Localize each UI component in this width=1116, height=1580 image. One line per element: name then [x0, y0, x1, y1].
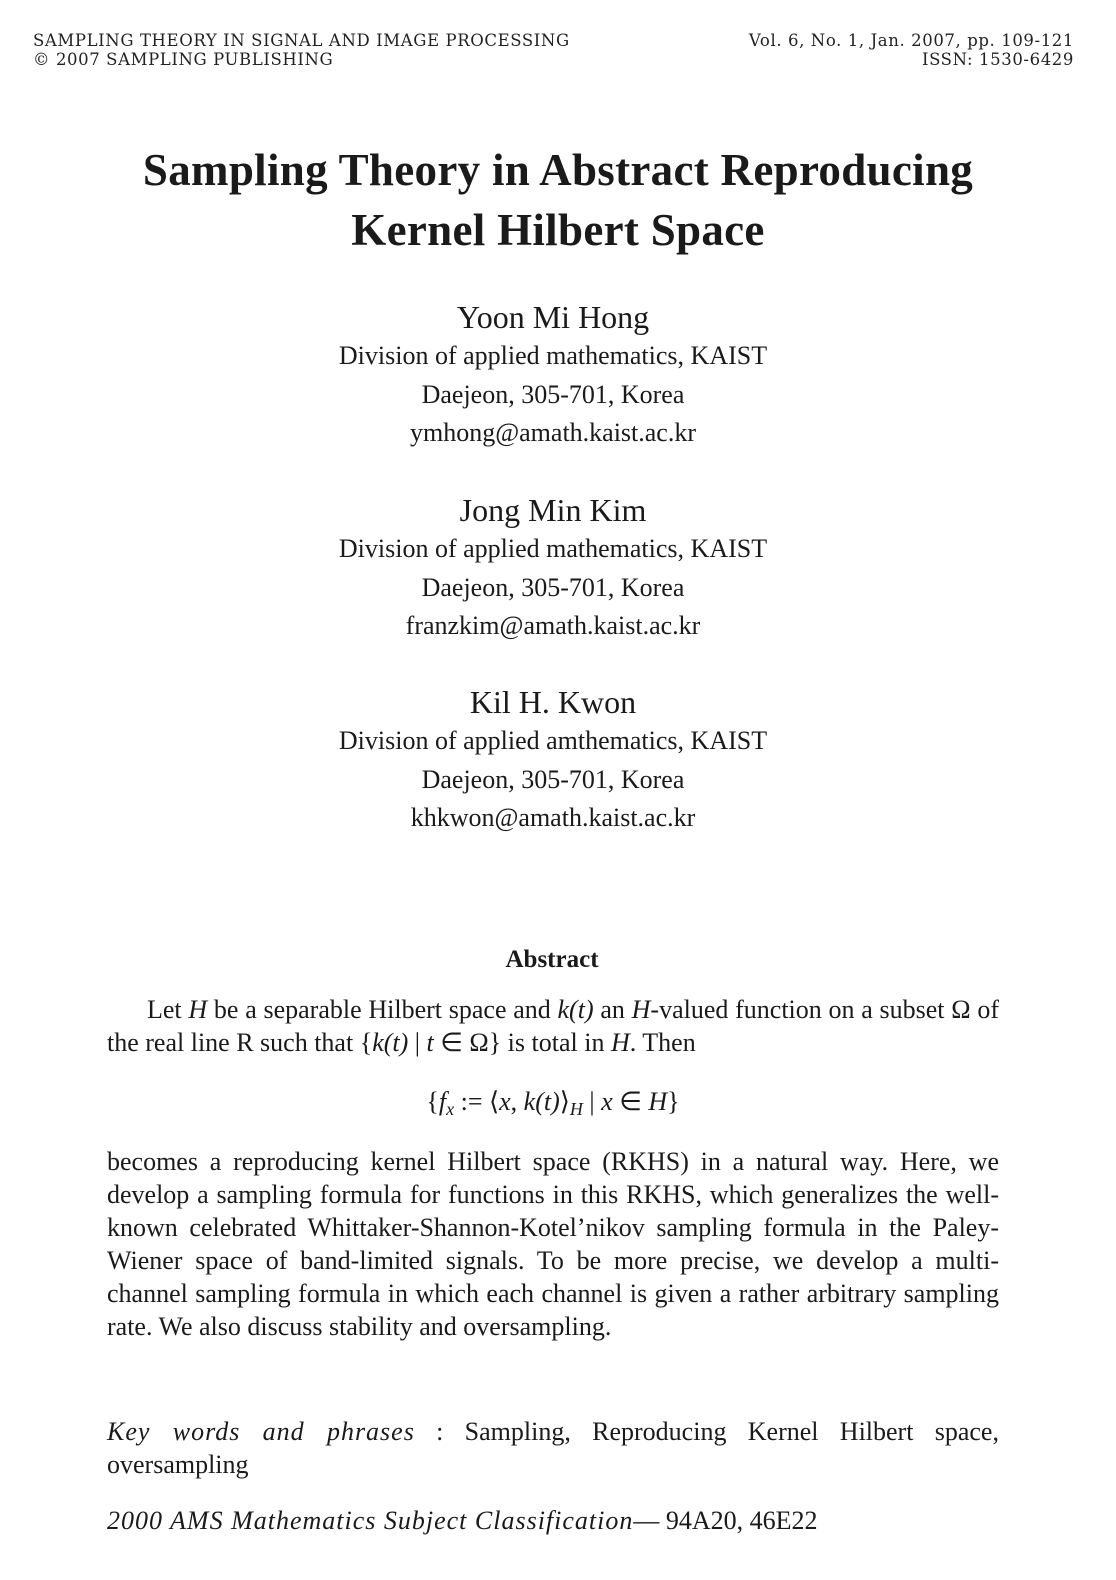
math-symbol: x: [499, 1087, 511, 1116]
math-symbol: ∈: [612, 1087, 649, 1116]
math-symbol: f: [438, 1087, 447, 1116]
author-email: franzkim@amath.kaist.ac.kr: [405, 611, 701, 640]
math-symbol: }: [667, 1087, 680, 1116]
math-symbol: ⟩: [559, 1087, 570, 1116]
author-address: Daejeon, 305-701, Korea: [421, 572, 685, 602]
math-symbol: k(t): [372, 1028, 409, 1057]
abstract-body: becomes a reproducing kernel Hilbert space (RKHS) in a natural way. Here, we develop a sampling formula for functions in this RKHS, which generalizes the well-known celebrated Whittaker-Shannon-Kotel’nikov sampling formula in the Paley-Wiener space of band-limited signals. To be more precise, we develop a multi-channel sampling formula in which each channel is given a rather arbitrary sampling rate. We also discuss stability and oversampling.: [107, 1147, 999, 1341]
text-run: be a separable Hilbert space and: [207, 995, 558, 1024]
keywords-value: Sampling, Reproducing Kernel Hilbert space, oversampling: [107, 1417, 999, 1479]
math-symbol: H: [648, 1087, 668, 1116]
author-name: Kil H. Kwon: [469, 684, 637, 720]
text-run: ∈ Ω} is total in: [433, 1028, 611, 1057]
math-symbol: t: [426, 1028, 434, 1057]
classification-label: 2000 AMS Mathematics Subject Classification: [107, 1506, 634, 1535]
math-subscript: x: [446, 1099, 455, 1119]
author-affiliation: Division of applied mathematics, KAIST: [338, 534, 768, 563]
author-name: Jong Min Kim: [459, 492, 647, 528]
author-name: Yoon Mi Hong: [456, 299, 650, 335]
math-symbol: H: [631, 995, 651, 1024]
text-run: |: [408, 1028, 427, 1057]
math-symbol: H: [188, 995, 208, 1024]
classification-dash: —: [633, 1506, 666, 1535]
author-email: ymhong@amath.kaist.ac.kr: [409, 418, 697, 447]
copyright-line: © 2007 SAMPLING PUBLISHING: [33, 50, 334, 69]
math-symbol: x: [601, 1087, 613, 1116]
issue-header: [749, 31, 1074, 69]
text-run: Let: [147, 995, 189, 1024]
math-symbol: H: [610, 1028, 630, 1057]
author-address: Daejeon, 305-701, Korea: [421, 764, 685, 794]
journal-header: [33, 31, 570, 69]
math-subscript: H: [569, 1099, 583, 1119]
author-address: Daejeon, 305-701, Korea: [421, 379, 685, 409]
keywords: [107, 1415, 999, 1481]
author-email: khkwon@amath.kaist.ac.kr: [410, 803, 696, 832]
paper-title: [0, 140, 1116, 260]
classification-value: 94A20, 46E22: [665, 1506, 818, 1535]
display-formula: [0, 1085, 1106, 1126]
title-line-1: Sampling Theory in Abstract Reproducing: [142, 145, 974, 195]
author-block: [0, 490, 1106, 646]
author-block: [0, 682, 1106, 838]
keywords-separator: :: [414, 1417, 465, 1446]
title-line-2: Kernel Hilbert Space: [351, 205, 765, 255]
text-run: -valued function on a subset Ω of the real line R such that {: [107, 995, 999, 1057]
author-affiliation: Division of applied amthematics, KAIST: [338, 726, 768, 755]
math-symbol: ,: [510, 1087, 524, 1116]
math-symbol: |: [582, 1087, 602, 1116]
math-symbol: {: [426, 1087, 439, 1116]
author-affiliation: Division of applied mathematics, KAIST: [338, 341, 768, 370]
ams-classification: [107, 1504, 999, 1537]
math-symbol: := ⟨: [454, 1087, 500, 1116]
text-run: an: [593, 995, 632, 1024]
text-run: . Then: [629, 1028, 696, 1057]
math-symbol: k(t): [523, 1087, 560, 1116]
volume-info: Vol. 6, No. 1, Jan. 2007, pp. 109-121: [748, 31, 1074, 50]
abstract-intro: [107, 993, 999, 1059]
issn: ISSN: 1530-6429: [921, 50, 1074, 69]
author-block: [0, 297, 1106, 453]
keywords-label: Key words and phrases: [107, 1417, 415, 1446]
abstract-heading: Abstract: [505, 946, 599, 973]
journal-name: SAMPLING THEORY IN SIGNAL AND IMAGE PROCESSING: [33, 31, 570, 50]
math-symbol: k(t): [557, 995, 594, 1024]
